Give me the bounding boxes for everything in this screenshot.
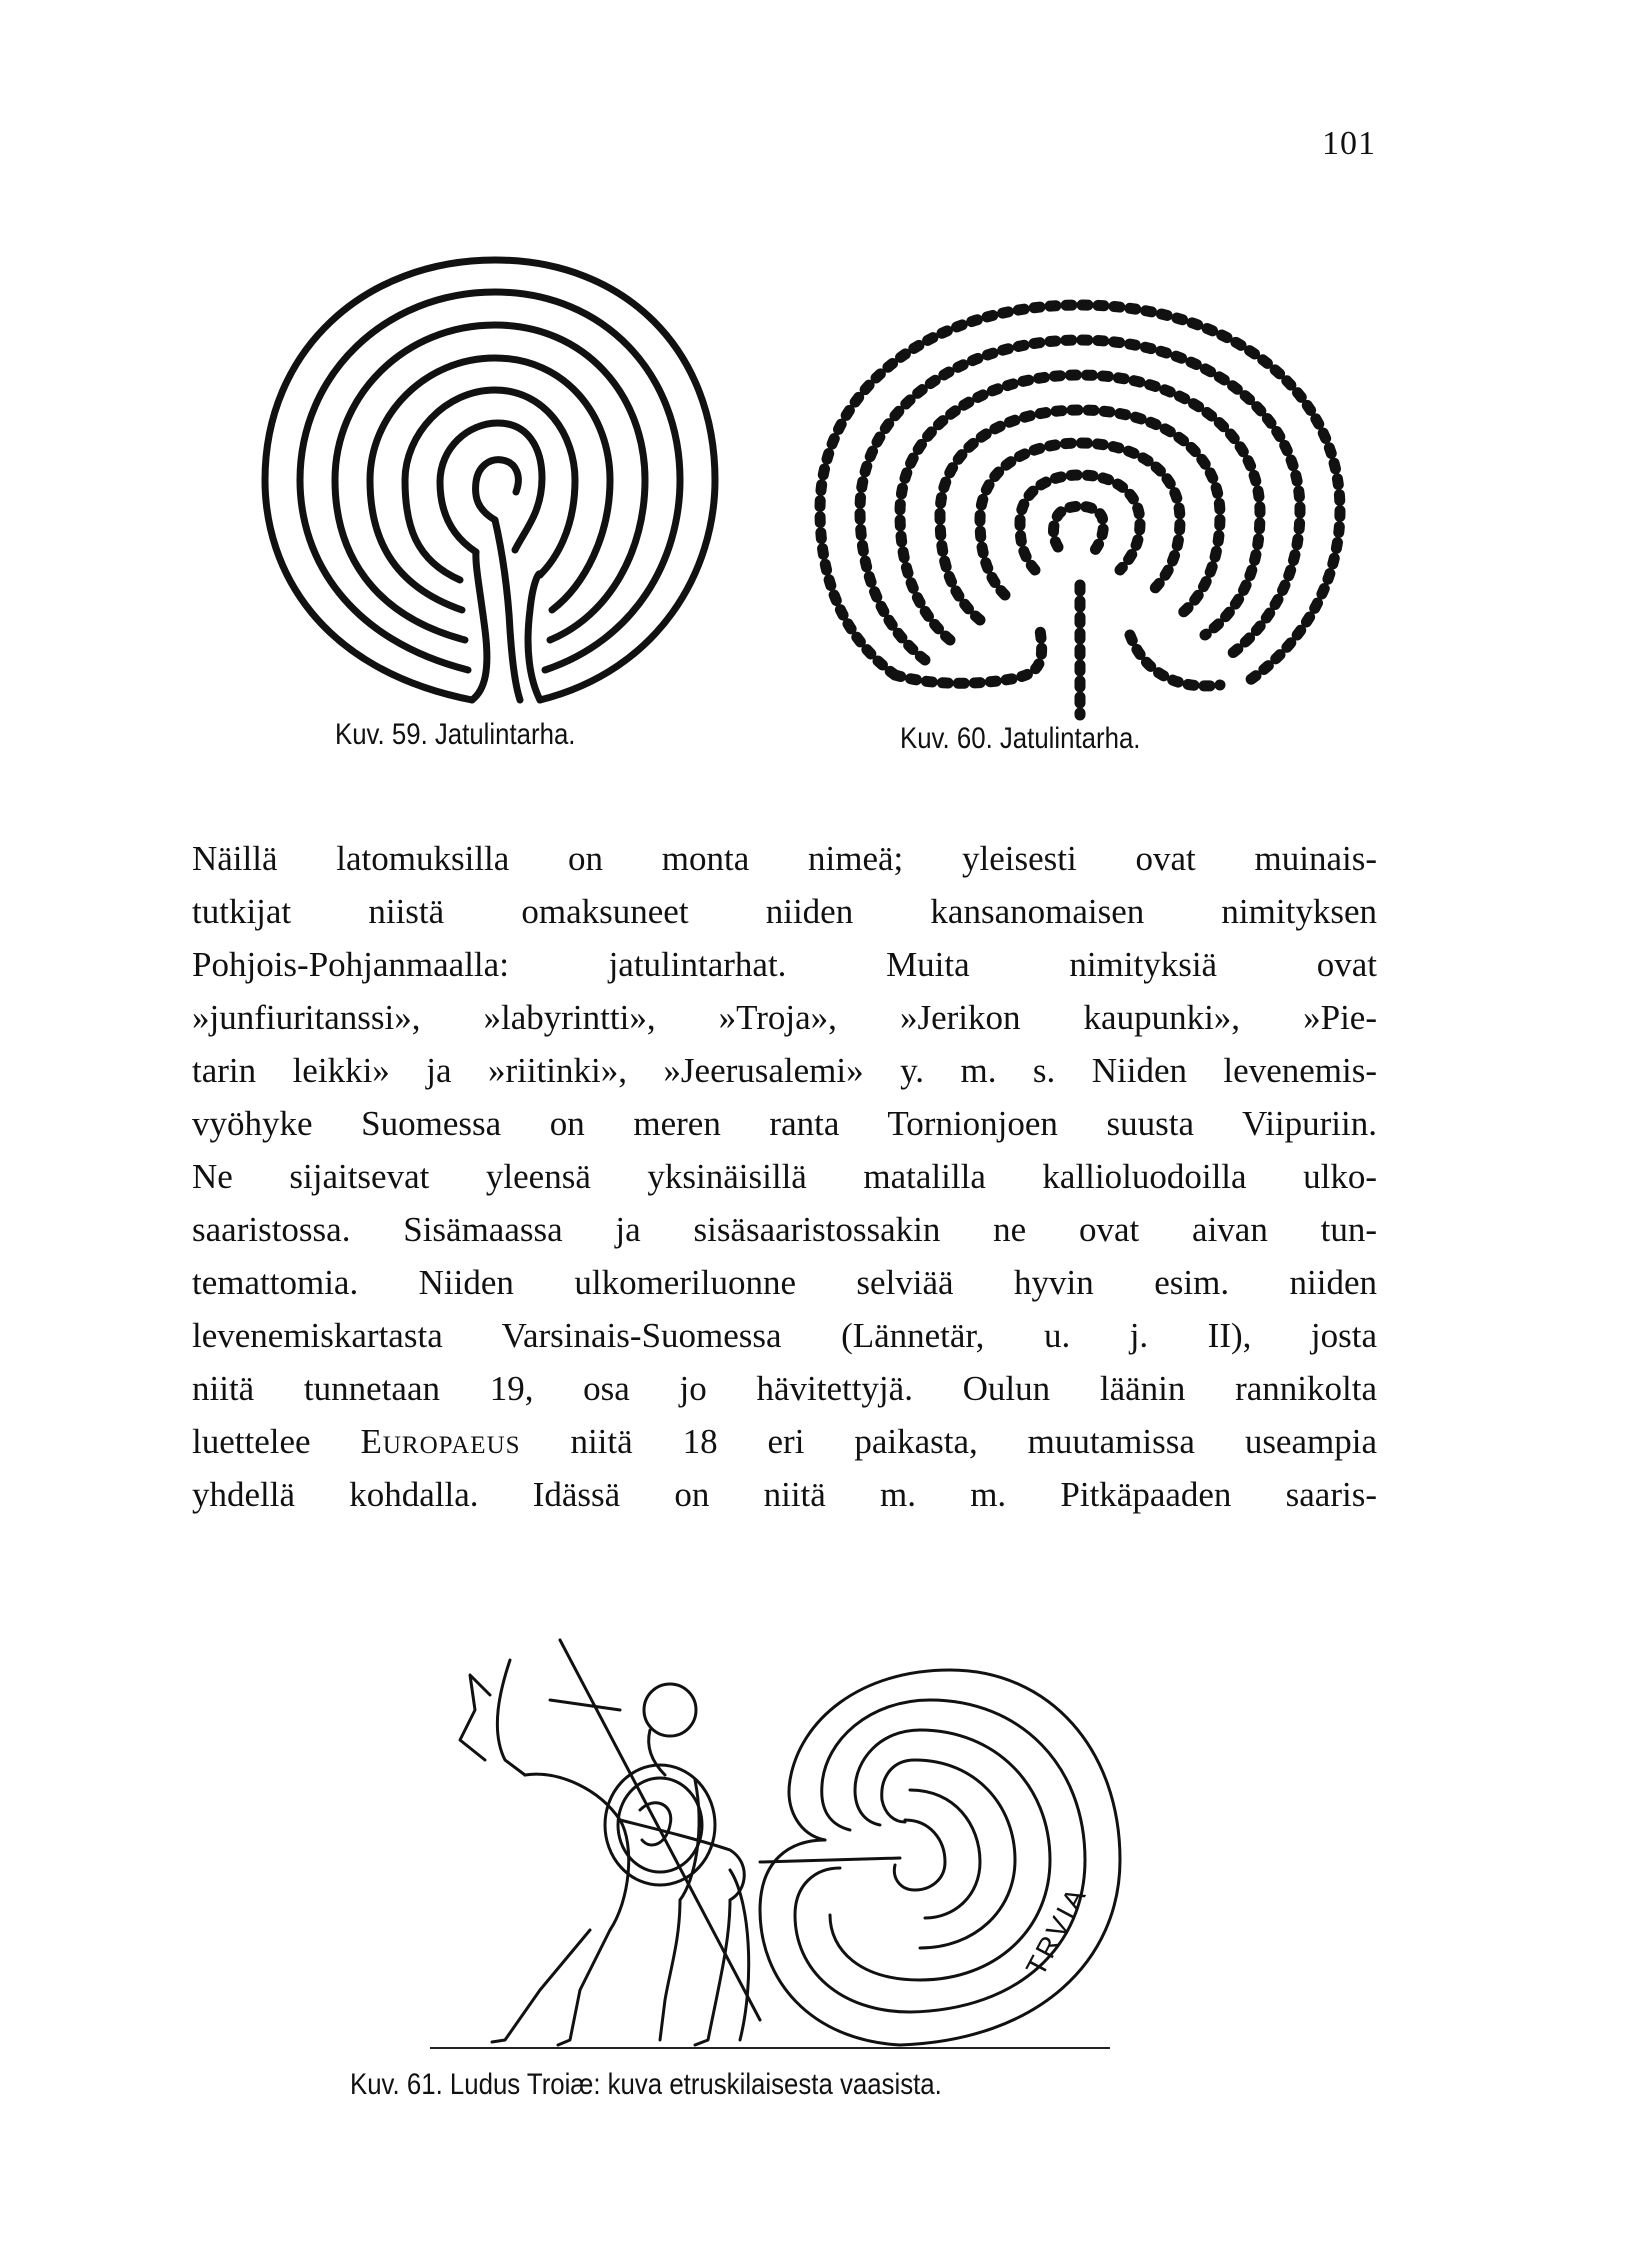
text-line: saaristossa. Sisämaassa ja sisäsaaristossakin ne ovat aivan tun- xyxy=(192,1210,1377,1249)
labyrinth-inscription: TRVIA xyxy=(1019,1880,1093,1981)
text-line: levenemiskartasta Varsinais-Suomessa (Lännetär, u. j. II), josta xyxy=(192,1316,1377,1355)
text-line: vyöhyke Suomessa on meren ranta Tornionjoen suusta Viipuriin. xyxy=(192,1104,1377,1143)
page-number: 101 xyxy=(1322,125,1376,162)
text-line: Näillä latomuksilla on monta nimeä; yleisesti ovat muinais- xyxy=(192,839,1377,878)
author-name: Europaeus xyxy=(360,1422,521,1461)
text-line: tarin leikki» ja »riitinki», »Jeerusalemi» y. m. s. Niiden levenemis- xyxy=(192,1051,1377,1090)
figure-base-rule xyxy=(430,2047,1110,2049)
etruscan-vase-figure-61 xyxy=(430,1600,1130,2050)
figure-61-caption: Kuv. 61. Ludus Troiæ: kuva etruskilaisesta vaasista. xyxy=(350,2068,942,2101)
text-line: yhdellä kohdalla. Idässä on niitä m. m. Pitkäpaaden saaris- xyxy=(192,1475,1377,1514)
text-fragment: luettelee xyxy=(192,1422,361,1461)
text-fragment: niitä 18 eri paikasta, muutamissa useampia xyxy=(520,1422,1377,1461)
text-line: »junfiuritanssi», »labyrintti», »Troja», »Jerikon kaupunki», »Pie- xyxy=(192,998,1377,1037)
text-line xyxy=(192,1415,1377,1468)
figure-59-caption: Kuv. 59. Jatulintarha. xyxy=(335,718,576,751)
text-line: niitä tunnetaan 19, osa jo hävitettyjä. Oulun läänin rannikolta xyxy=(192,1369,1377,1408)
labyrinth-figure-60 xyxy=(800,285,1360,725)
labyrinth-figure-59 xyxy=(240,230,740,730)
text-line: Pohjois-Pohjanmaalla: jatulintarhat. Muita nimityksiä ovat xyxy=(192,945,1377,984)
text-line: tutkijat niistä omaksuneet niiden kansanomaisen nimityksen xyxy=(192,892,1377,931)
text-line: temattomia. Niiden ulkomeriluonne selviää hyvin esim. niiden xyxy=(192,1263,1377,1302)
text-line: Ne sijaitsevat yleensä yksinäisillä matalilla kallioluodoilla ulko- xyxy=(192,1157,1377,1196)
body-text xyxy=(192,832,1377,1521)
figure-60-caption: Kuv. 60. Jatulintarha. xyxy=(900,722,1141,755)
